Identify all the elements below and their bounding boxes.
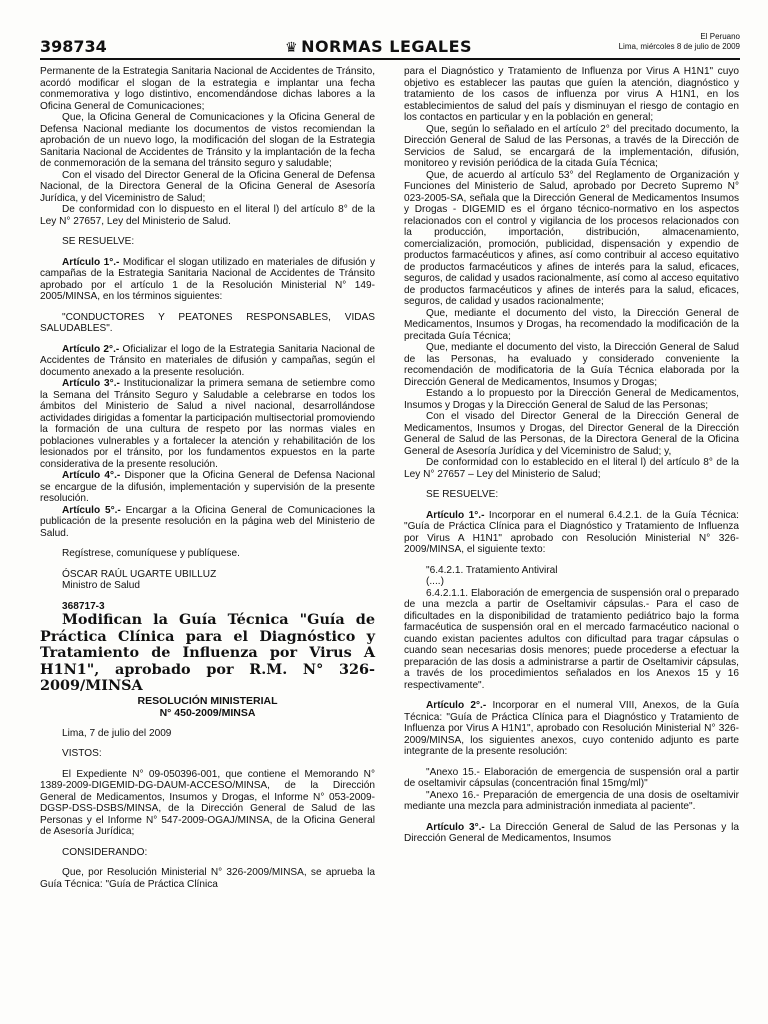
newspaper-name: El Peruano [700, 32, 740, 41]
issue-date: Lima, miércoles 8 de julio de 2009 [618, 42, 740, 51]
article-5 [40, 505, 375, 540]
article-label: Artículo 3°.- [426, 821, 485, 833]
article-2 [404, 700, 739, 758]
article-text: Incorporar en el numeral 6.4.2.1. de la Guía Técnica: "Guía de Práctica Clínica para el Diagnóstico y Tratamiento de Influenza por Virus A H1N1" aprobado con Resolución Ministerial N° 326-2009/MINSA, el siguiente texto: [404, 509, 739, 555]
paragraph: Con el visado del Director General de la Oficina General de Defensa Nacional, de la Directora General de la Oficina General de Asesoría Jurídica, y del Viceministro de Salud; [40, 169, 375, 204]
resolution-number: N° 450-2009/MINSA [159, 706, 256, 719]
article-label: Artículo 1°.- [62, 256, 120, 268]
vistos-heading: VISTOS: [62, 748, 102, 759]
paragraph: Estando a lo propuesto por la Dirección General de Medicamentos, Insumos y Drogas y la Dirección General de Salud de las Personas; [404, 388, 739, 411]
resolution-heading: RESOLUCIÓN MINISTERIAL [137, 694, 278, 707]
header-right [619, 32, 740, 52]
publication-name: NORMAS LEGALES [301, 37, 473, 56]
article-label: Artículo 3°.- [62, 378, 120, 389]
signer-title: Ministro de Salud [62, 580, 140, 591]
se-resuelve-heading: SE RESUELVE: [62, 236, 135, 247]
article-title: Modifican la Guía Técnica "Guía de Práctica Clínica para el Diagnóstico y Tratamiento de Influenza por Virus A H1N1", aprobado por R.M. N° 326-2009/MINSA [40, 611, 375, 694]
article-text: La Dirección General de Salud de las Personas y la Dirección General de Medicamentos, Insumos [404, 821, 739, 844]
se-resuelve-heading: SE RESUELVE: [426, 489, 499, 500]
article-text: Disponer que la Oficina General de Defensa Nacional se encargue de la difusión, implementación y supervisión de la presente resolución. [40, 470, 375, 504]
article-label: Artículo 2°.- [62, 343, 120, 355]
paragraph: Que, por Resolución Ministerial N° 326-2009/MINSA, se aprueba la Guía Técnica: "Guía de Práctica Clínica [40, 867, 375, 890]
paragraph: Que, de acuerdo al artículo 53° del Reglamento de Organización y Funciones del Ministerio de Salud, aprobado por Decreto Supremo N° 023-2005-SA, señala que la Dirección General de Medicamentos Insumos y Drogas - DIGEMID es el órgano técnico-normativo en los aspectos relacionados con el control y vigilancia de los procesos relacionados con la producción, importación, distribución, almacenamiento, comercialización, promoción, publicidad, dispensación y expendio de productos farmacéuticos y afines, así como contribuir al acceso equitativo de productos farmacéuticos y afines de interés para la salud, eficaces, seguros, de calidad y usados racionalmente, así como al acceso equitativo de productos farmacéuticos y afines de interés para la salud, eficaces, seguros, de calidad y usados racionalmente; [404, 169, 739, 307]
paragraph: Que, mediante el documento del visto, la Dirección General de Salud de las Personas, ha evaluado y considerado conveniente la recomendación de modificatoria de la Guía Técnica elaborada por la Dirección General de Medicamentos, Insumos y Drogas; [404, 342, 739, 388]
article-3 [40, 378, 375, 470]
article-text: Institucionalizar la primera semana de setiembre como la Semana del Tránsito Seguro y Saludable a celebrarse en todos los ámbitos del Ministerio de Salud a nivel nacional, desarrollándose actividades dirigidas a fomentar la participación multisectorial promoviendo la formación de una cultura de respeto por las normas viales en poblaciones vulnerables y a fortalecer la atención y rehabilitación de los lesionados por el tránsito, por los fundamentos expuestos en la parte considerativa de la presente resolución. [40, 378, 375, 470]
date-line: Lima, 7 de julio del 2009 [62, 727, 172, 739]
signer-name: ÓSCAR RAÚL UGARTE UBILLUZ [62, 568, 217, 580]
coat-of-arms-icon: ♛ [285, 40, 299, 56]
annex-16: "Anexo 16.- Preparación de emergencia de una dosis de oseltamivir mediante una mezcla para administración inmediata al paciente". [404, 789, 739, 812]
article-text: Incorporar en el numeral VIII, Anexos, de la Guía Técnica: "Guía de Práctica Clínica para el Diagnóstico y Tratamiento de Influenza por Virus A H1N1", aprobado con Resolución Ministerial N° 326-2009/MINSA, los siguientes anexos, cuyo contenido adjunto es parte integrante de la presente resolución: [404, 700, 739, 757]
article-3 [404, 822, 739, 845]
left-column [40, 66, 375, 890]
article-1 [40, 257, 375, 303]
article-text: Oficializar el logo de la Estrategia Sanitaria Nacional de Accidentes de Tránsito en materiales de difusión y campañas, según el documento anexado a la presente resolución. [40, 343, 375, 378]
slogan: "CONDUCTORES Y PEATONES RESPONSABLES, VIDAS SALUDABLES". [40, 311, 375, 334]
article-2 [40, 344, 375, 379]
article-label: Artículo 2°.- [426, 700, 487, 711]
right-column [404, 66, 739, 845]
article-text: Modificar el slogan utilizado en materiales de difusión y campañas de la Estrategia Sanitaria Nacional de Accidentes de Tránsito aprobado por el artículo 1 de la Resolución Ministerial N° 149-2005/MINSA, en los términos siguientes: [40, 256, 375, 302]
article-1 [404, 510, 739, 556]
annex-15: "Anexo 15.- Elaboración de emergencia de suspensión oral a partir de oseltamivir cápsulas (concentración final 15mg/ml)" [404, 766, 739, 789]
page-header [40, 32, 740, 60]
article-label: Artículo 4°.- [62, 470, 121, 481]
publication-title [285, 37, 472, 56]
paragraph: Con el visado del Director General de la Dirección General de Medicamentos, Insumos y Drogas, del Director General de la Dirección General de Salud de las Personas, de la Directora General de la Oficina General de Asesoría Jurídica y del Viceministro de Salud; y, [404, 411, 739, 457]
paragraph: El Expediente N° 09-050396-001, que contiene el Memorando N° 1389-2009-DIGEMID-DG-DAUM-ACCESO/MINSA, de la Dirección General de Medicamentos, Insumos y Drogas, el Informe N° 053-2009-DGSP-DSS-DSBS/MINSA, de la Dirección General de Salud de las Personas y el Informe N° 547-2009-OGAJ/MINSA, de la Oficina General de Asesoría Jurídica; [40, 768, 375, 837]
article-text: Encargar a la Oficina General de Comunicaciones la publicación de la presente resolución en la página web del Ministerio de Salud. [40, 504, 375, 539]
paragraph: De conformidad con lo dispuesto en el literal l) del artículo 8° de la Ley N° 27657, Ley del Ministerio de Salud. [40, 204, 375, 227]
paragraph: Permanente de la Estrategia Sanitaria Nacional de Accidentes de Tránsito, acordó modificar el slogan de la estrategia e implantar una fecha conmemorativa y logo distintivo, encomendándose dichas labores a la Oficina General de Comunicaciones; [40, 66, 375, 112]
article-label: Artículo 1°.- [426, 509, 485, 521]
considerando-heading: CONSIDERANDO: [62, 846, 148, 858]
registrese-line: Regístrese, comuníquese y publíquese. [62, 548, 240, 559]
paragraph: Que, según lo señalado en el artículo 2° del precitado documento, la Dirección General de Salud de las Personas, a través de la Dirección de Servicios de Salud, se encargará de la implementación, difusión, monitoreo y revisión periódica de la citada Guía Técnica; [404, 123, 739, 169]
paragraph: Que, mediante el documento del visto, la Dirección General de Medicamentos, Insumos y Drogas, ha recomendado la modificación de la precitada Guía Técnica; [404, 307, 739, 342]
paragraph: Que, la Oficina General de Comunicaciones y la Oficina General de Defensa Nacional mediante los documentos de vistos recomiendan la aprobación de un nuevo logo, la modificación del slogan de la Estrategia Sanitaria Nacional de Accidentes de Tránsito y la implantación de la fecha de conmemoración de la semana del tránsito seguro y saludable; [40, 112, 375, 169]
quote-paragraph: 6.4.2.1.1. Elaboración de emergencia de suspensión oral o preparado de una mezcla a partir de Oseltamivir cápsulas.- Para el caso de dificultades en la disponibilidad de tratamiento pediátrico bajo la forma farmacéutica de suspensión oral en el mercado farmacéutico nacional o cuando existan pacientes adultos con dificultad para tragar cápsulas o cuando sean necesarias dosis menores; puede procederse a efectuar la preparación de las dosis a administrarse a partir de Oseltamivir cápsulas, a través de los procedimientos señalados en los Anexos 15 y 16 respectivamente". [404, 587, 739, 691]
quote-line: (....) [426, 576, 444, 587]
document-code: 368717-3 [62, 600, 105, 612]
page-number: 398734 [40, 37, 107, 56]
article-label: Artículo 5°.- [62, 504, 121, 516]
article-4 [40, 470, 375, 505]
quote-line: "6.4.2.1. Tratamiento Antiviral [426, 564, 558, 576]
paragraph: De conformidad con lo establecido en el literal l) del artículo 8° de la Ley N° 27657 – Ley del Ministerio de Salud; [404, 457, 739, 480]
paragraph: para el Diagnóstico y Tratamiento de Influenza por Virus A H1N1" cuyo objetivo es establecer las pautas que guíen la atención, diagnóstico y tratamiento de los casos de influenza por virus A H1N1, en los establecimientos de salud del país y disminuyan el riesgo de contagio en los contactos en particular y en la población en general; [404, 66, 739, 123]
